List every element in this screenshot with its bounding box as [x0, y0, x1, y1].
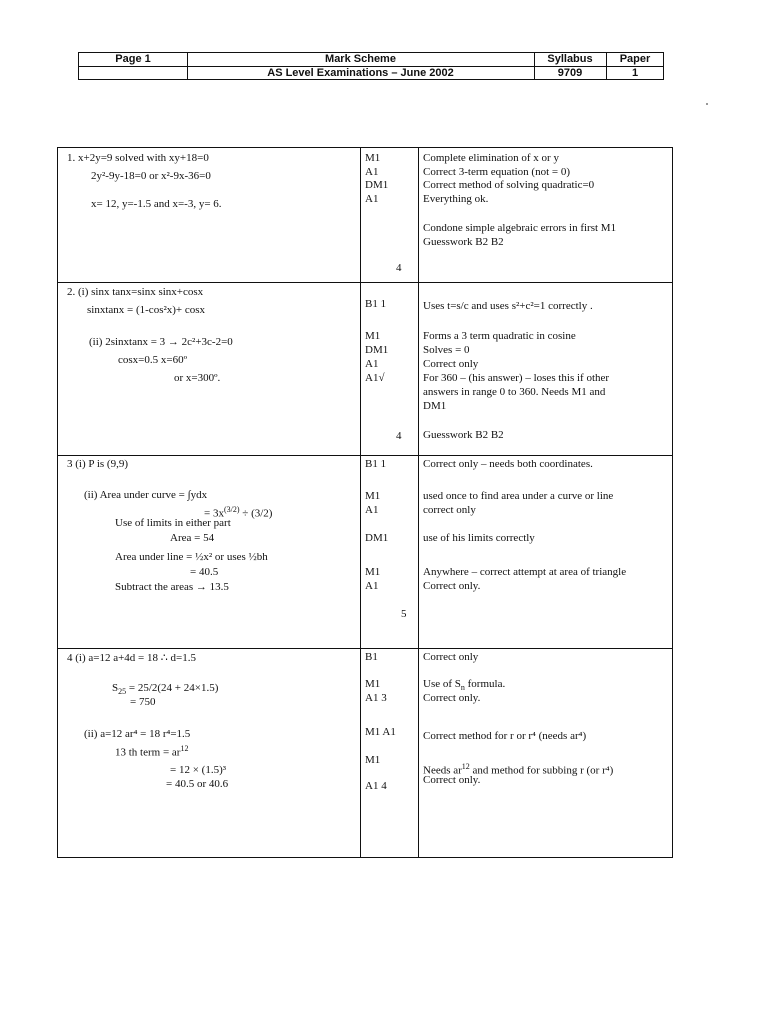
q4-comment: Correct only.	[423, 774, 481, 786]
syllabus-label: Syllabus	[547, 53, 593, 65]
q4-working: 13 th term = $ar^{12}$	[115, 744, 189, 759]
q3-mark: M1	[365, 490, 381, 502]
row-divider	[58, 455, 672, 456]
q2-mark: B1 1	[365, 298, 387, 310]
q2-comment: Solves = 0	[423, 344, 470, 356]
q3-comment: Correct only.	[423, 580, 481, 592]
q2-comment: DM1	[423, 400, 447, 412]
q2-comment: Forms a 3 term quadratic in cosine	[423, 330, 576, 342]
q1-comment: Condone simple algebraic errors in first M1	[423, 222, 617, 234]
q2-comment: Guesswork B2 B2	[423, 429, 504, 441]
q3-comment: used once to find area under a curve or line	[423, 490, 614, 502]
q1-working: 1. x+2y=9 solved with xy+18=0	[67, 152, 209, 164]
header-row-2	[79, 67, 663, 80]
q3-working: Use of limits in either part	[115, 517, 231, 529]
q2-working: cosx=0.5 x=60º	[118, 354, 187, 366]
q4-working: $S_{25} = 25/2(24 + 24\times 1.5)$	[112, 682, 219, 697]
q3-working: Area = 54	[170, 532, 215, 544]
q1-comment: Everything ok.	[423, 193, 489, 205]
q1-mark: DM1	[365, 179, 389, 191]
q1-comment: Complete elimination of x or y	[423, 152, 559, 164]
row-divider	[58, 648, 672, 649]
q1-comment: Correct 3-term equation (not = 0)	[423, 166, 571, 178]
q1-total: 4	[396, 262, 402, 274]
q3-working: Subtract the areas → 13.5	[115, 581, 229, 593]
q4-mark: B1	[365, 651, 378, 663]
q2-comment: Correct only	[423, 358, 479, 370]
q3-comment: Correct only – needs both coordinates.	[423, 458, 593, 470]
page-label: Page 1	[115, 53, 151, 65]
q2-total: 4	[396, 430, 402, 442]
q3-mark: B1 1	[365, 458, 387, 470]
q4-mark: M1	[365, 754, 381, 766]
q1-mark: A1	[365, 166, 379, 178]
q4-comment: Use of $S_n$ formula.	[423, 678, 506, 693]
q2-working: sinxtanx = (1-cos²x)+ cosx	[87, 304, 206, 316]
q3-mark: A1	[365, 580, 379, 592]
q3-mark: DM1	[365, 532, 389, 544]
q4-mark: M1	[365, 678, 381, 690]
scan-speck	[706, 103, 708, 105]
column-divider	[418, 148, 419, 857]
column-divider	[360, 148, 361, 857]
q4-working: = 40.5 or 40.6	[166, 778, 229, 790]
q1-working: 2y²-9y-18=0 or x²-9x-36=0	[91, 170, 211, 182]
q3-working: Area under line = ½x² or uses ½bh	[115, 551, 268, 563]
q3-working: 3 (i) P is (9,9)	[67, 458, 129, 470]
q4-comment: Correct only	[423, 651, 479, 663]
document-subtitle: AS Level Examinations – June 2002	[267, 67, 454, 79]
q1-mark: M1	[365, 152, 381, 164]
q1-comment: Correct method of solving quadratic=0	[423, 179, 595, 191]
paper-value: 1	[631, 67, 639, 79]
document-title: Mark Scheme	[325, 53, 396, 65]
q4-comment: Correct method for r or r⁴ (needs ar⁴)	[423, 730, 587, 742]
paper-label: Paper	[619, 53, 651, 65]
q2-working: 2. (i) sinx tanx=sinx sinx+cosx	[67, 286, 204, 298]
q4-working: (ii) a=12 ar⁴ = 18 r⁴=1.5	[84, 728, 191, 740]
q4-working: = 750	[130, 696, 156, 708]
q4-mark: M1 A1	[365, 726, 396, 738]
q3-mark: A1	[365, 504, 379, 516]
q3-comment: Anywhere – correct attempt at area of triangle	[423, 566, 627, 578]
q2-mark: M1	[365, 330, 381, 342]
q2-mark: DM1	[365, 344, 389, 356]
header-row-1	[79, 53, 663, 67]
q2-mark: A1√	[365, 372, 385, 384]
q1-comment: Guesswork B2 B2	[423, 236, 504, 248]
q4-mark: A1 3	[365, 692, 387, 704]
q2-mark: A1	[365, 358, 379, 370]
header-table	[78, 52, 664, 80]
q3-working: = $3x^{(3/2)} \div (3/2)$	[204, 505, 273, 520]
header-divider	[534, 53, 535, 79]
q4-comment: Correct only.	[423, 692, 481, 704]
q4-working: 4 (i) a=12 a+4d = 18 ∴ d=1.5	[67, 652, 196, 664]
row-divider	[58, 282, 672, 283]
q1-mark: A1	[365, 193, 379, 205]
q2-comment: Uses t=s/c and uses s²+c²=1 correctly .	[423, 300, 593, 312]
q4-working: = 12 × (1.5)³	[170, 764, 227, 776]
q2-comment: answers in range 0 to 360. Needs M1 and	[423, 386, 606, 398]
q4-mark: A1 4	[365, 780, 387, 792]
q4-comment: Needs $ar^{12}$ and method for subbing r (or r⁴)	[423, 762, 614, 777]
header-divider	[187, 53, 188, 79]
q2-comment: For 360 – (his answer) – loses this if other	[423, 372, 610, 384]
q3-total: 5	[401, 608, 407, 620]
syllabus-value: 9709	[557, 67, 583, 79]
q2-working: (ii) 2sinxtanx = 3 → 2c²+3c-2=0	[89, 336, 233, 348]
q3-mark: M1	[365, 566, 381, 578]
mark-scheme-table	[57, 147, 673, 858]
q3-comment: correct only	[423, 504, 476, 516]
q3-working: (ii) Area under curve = ∫ydx	[84, 489, 208, 501]
header-divider	[606, 53, 607, 79]
q2-working: or x=300º.	[174, 372, 221, 384]
q3-comment: use of his limits correctly	[423, 532, 535, 544]
q3-working: = 40.5	[190, 566, 219, 578]
q1-working: x= 12, y=-1.5 and x=-3, y= 6.	[91, 198, 222, 210]
